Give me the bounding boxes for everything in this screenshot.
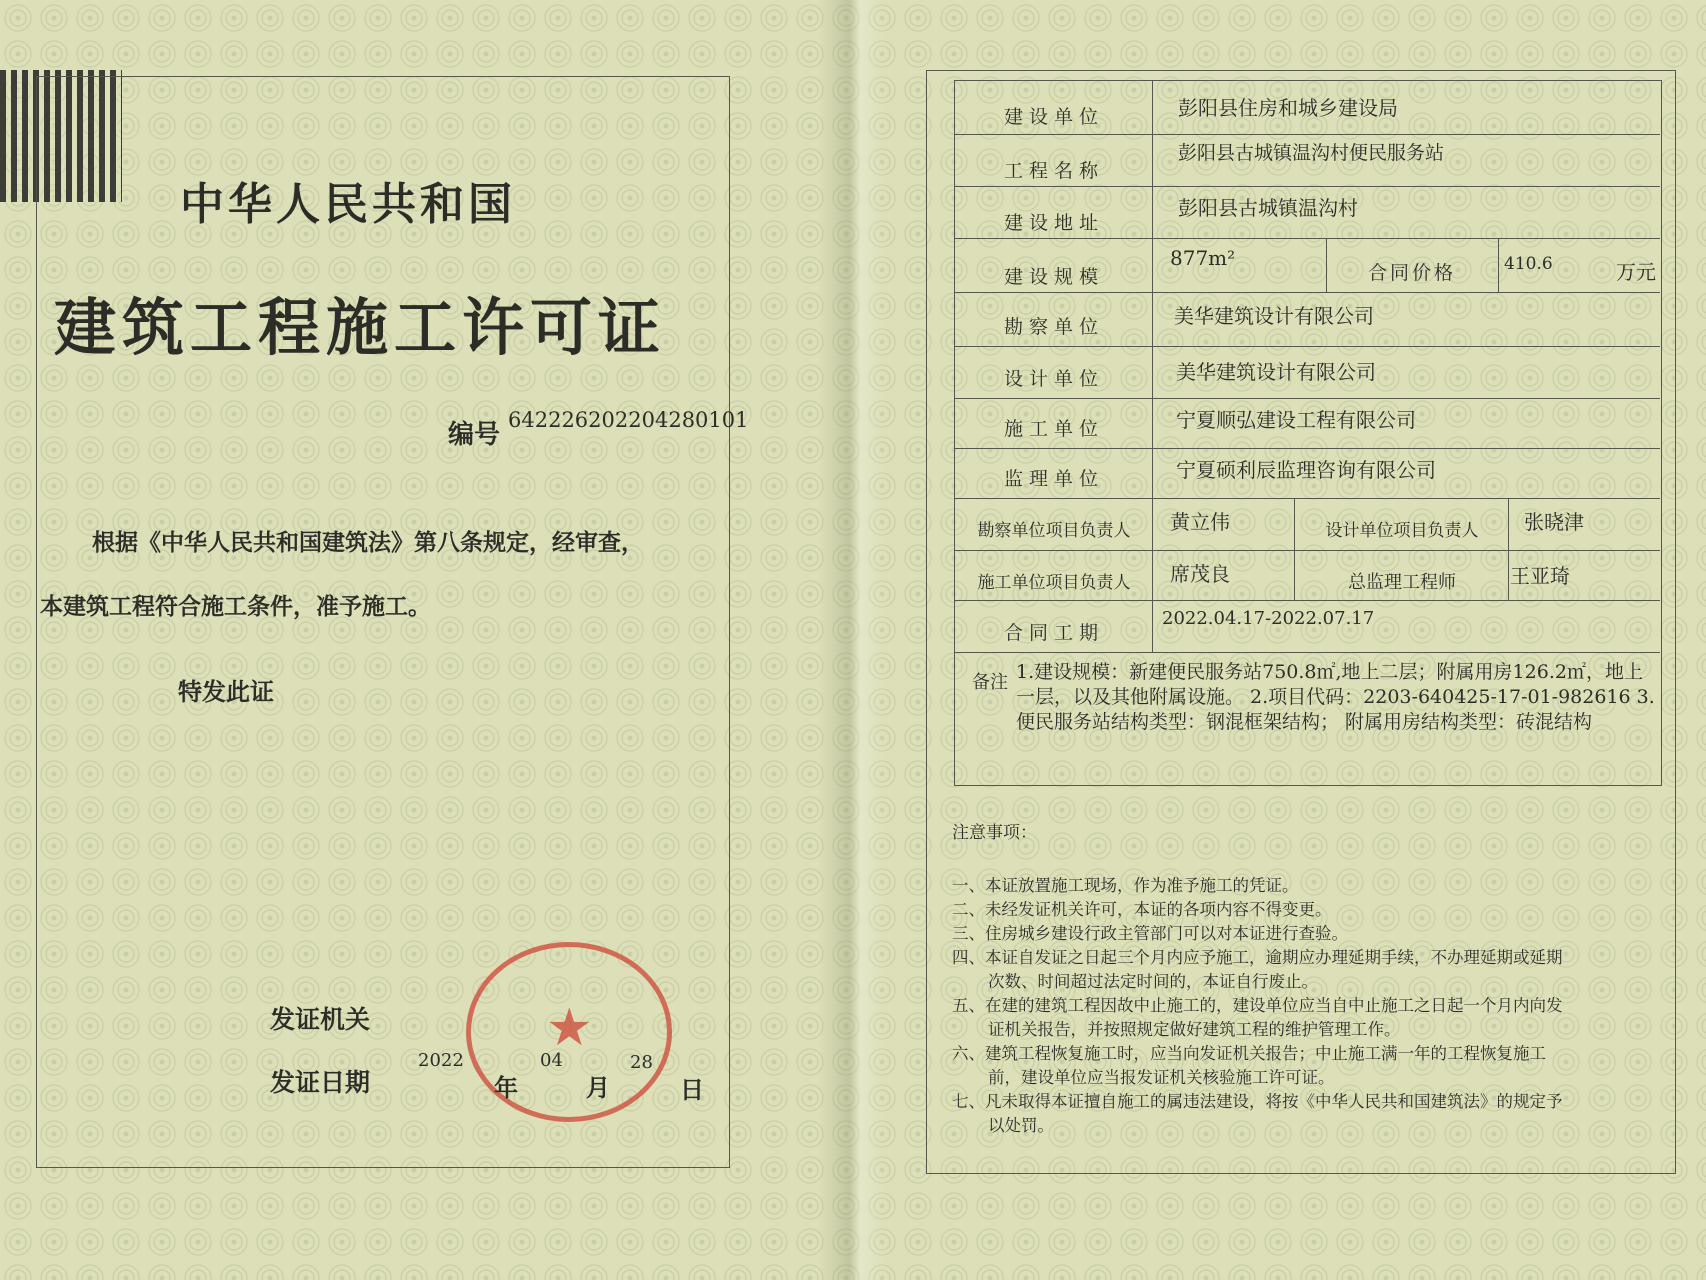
construct-leader-value: 席茂良 (1170, 562, 1230, 586)
note-item: 五、在建的建筑工程因故中止施工的，建设单位应当自中止施工之日起一个月内向发 (952, 996, 1563, 1015)
price-label: 合同价格 (1367, 262, 1456, 284)
note-item: 三、住房城乡建设行政主管部门可以对本证进行查验。 (952, 924, 1348, 943)
supervise-unit-label: 监理单位 (1003, 468, 1104, 490)
year-label: 年 (494, 1073, 518, 1102)
construct-leader-label: 施工单位项目负责人 (977, 573, 1131, 593)
address-value: 彭阳县古城镇温沟村 (1178, 196, 1358, 220)
address-label: 建设地址 (1003, 212, 1104, 234)
page-fold (818, 0, 888, 1280)
row-divider (954, 238, 1660, 239)
chief-supervisor-label: 总监理工程师 (1348, 572, 1456, 593)
design-unit-value: 美华建筑设计有限公司 (1176, 360, 1376, 384)
body-paragraph-line2: 本建筑工程符合施工条件，准予施工。 (40, 593, 431, 620)
day-label: 日 (680, 1075, 704, 1104)
note-item: 一、本证放置施工现场，作为准予施工的凭证。 (952, 876, 1299, 895)
design-unit-label: 设计单位 (1003, 368, 1104, 390)
column-divider (1152, 80, 1153, 652)
project-name-label: 工程名称 (1003, 160, 1104, 182)
seal-star-icon: ★ (546, 998, 593, 1058)
chief-supervisor-value: 王亚琦 (1510, 564, 1570, 588)
note-item: 证机关报告，并按照规定做好建筑工程的维护管理工作。 (988, 1020, 1401, 1039)
remarks-label: 备注 (972, 672, 1008, 693)
row-divider (954, 652, 1660, 653)
project-name-value: 彭阳县古城镇温沟村便民服务站 (1178, 142, 1445, 164)
issue-date-label: 发证日期 (270, 1068, 371, 1097)
supervise-unit-value: 宁夏硕利辰监理咨询有限公司 (1176, 458, 1436, 482)
row-divider (954, 398, 1660, 399)
note-item: 以处罚。 (988, 1116, 1054, 1135)
design-leader-value: 张晓津 (1524, 510, 1584, 534)
certificate-title: 建筑工程施工许可证 (54, 291, 667, 364)
build-unit-label: 建设单位 (1003, 106, 1104, 128)
column-divider (1326, 238, 1327, 292)
period-value: 2022.04.17-2022.07.17 (1162, 608, 1375, 629)
scale-label: 建设规模 (1003, 266, 1104, 288)
price-value: 410.6 (1504, 254, 1553, 274)
number-value: 642226202204280101 (508, 408, 749, 432)
row-divider (954, 186, 1660, 187)
issuer-label: 发证机关 (270, 1005, 371, 1034)
scale-value: 877m² (1170, 246, 1236, 270)
row-divider (954, 134, 1660, 135)
column-divider (1294, 498, 1295, 600)
issue-year-value: 2022 (418, 1050, 464, 1071)
row-divider (954, 600, 1660, 601)
body-paragraph-line1: 根据《中华人民共和国建筑法》第八条规定，经审查， (92, 529, 644, 556)
price-unit: 万元 (1616, 260, 1656, 284)
notes-title: 注意事项： (952, 823, 1037, 843)
month-label: 月 (586, 1073, 610, 1102)
note-item: 二、未经发证机关许可，本证的各项内容不得变更。 (952, 900, 1332, 919)
row-divider (954, 346, 1660, 347)
survey-leader-label: 勘察单位项目负责人 (977, 521, 1131, 541)
column-divider (1498, 238, 1499, 292)
column-divider (1508, 498, 1509, 600)
issue-month-value: 04 (540, 1050, 563, 1071)
row-divider (954, 292, 1660, 293)
row-divider (954, 448, 1660, 449)
number-label: 编号 (448, 420, 501, 450)
note-item: 前，建设单位应当报发证机关核验施工许可证。 (988, 1068, 1335, 1087)
remarks-text: 1.建设规模：新建便民服务站750.8㎡,地上二层；附属用房126.2㎡，地上一层，以及其他附属设施。 2.项目代码：2203-640425-17-01-982616 3.便民服务站结构类型：钢混框架结构； 附属用房结构类型：砖混结构 (1016, 661, 1655, 733)
note-item: 次数、时间超过法定时间的，本证自行废止。 (988, 972, 1318, 991)
survey-unit-label: 勘察单位 (1003, 316, 1104, 338)
note-item: 六、建筑工程恢复施工时，应当向发证机关报告；中止施工满一年的工程恢复施工 (952, 1044, 1546, 1063)
special-issue-text: 特发此证 (178, 677, 274, 706)
period-label: 合同工期 (1003, 622, 1104, 644)
design-leader-label: 设计单位项目负责人 (1325, 521, 1479, 541)
survey-unit-value: 美华建筑设计有限公司 (1174, 304, 1374, 328)
note-item: 四、本证自发证之日起三个月内应予施工，逾期应办理延期手续，不办理延期或延期 (952, 948, 1563, 967)
survey-leader-value: 黄立伟 (1170, 510, 1230, 534)
row-divider (954, 550, 1660, 551)
construct-unit-value: 宁夏顺弘建设工程有限公司 (1176, 408, 1416, 432)
note-item: 七、凡未取得本证擅自施工的属违法建设，将按《中华人民共和国建筑法》的规定予 (952, 1092, 1563, 1111)
country-heading: 中华人民共和国 (180, 179, 516, 230)
build-unit-value: 彭阳县住房和城乡建设局 (1178, 96, 1398, 120)
row-divider (954, 498, 1660, 499)
notes-list (952, 874, 1652, 1138)
construct-unit-label: 施工单位 (1003, 418, 1104, 440)
issue-day-value: 28 (630, 1052, 653, 1073)
